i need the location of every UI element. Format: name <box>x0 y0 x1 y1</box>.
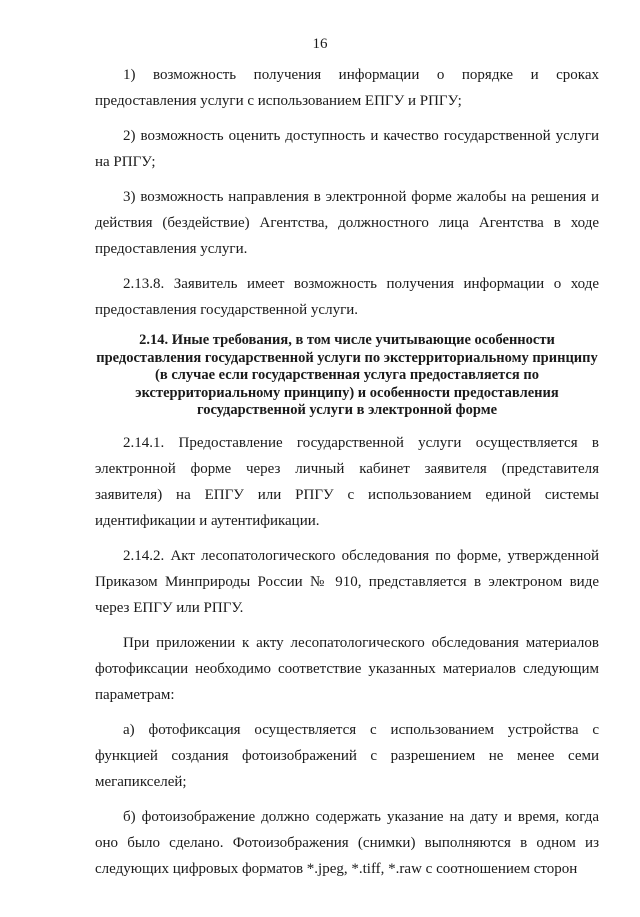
document-body <box>95 62 599 882</box>
paragraph-2-13-8: 2.13.8. Заявитель имеет возможность получения информации о ходе предоставления государственной услуги. <box>95 276 599 318</box>
paragraph-2-14-2: 2.14.2. Акт лесопатологического обследования по форме, утвержденной Приказом Минприроды России № 910, представляется в электроном виде через ЕПГУ или РПГУ. <box>95 547 599 616</box>
paragraph-2-14-1: 2.14.1. Предоставление государственной услуги осуществляется в электронной форме через личный кабинет заявителя (представителя заявителя) на ЕПГУ или РПГУ с использованием единой системы идентификации и аутентификации. <box>95 434 599 529</box>
list-item-3: 3) возможность направления в электронной форме жалобы на решения и действия (бездействие) Агентства, должностного лица Агентства в ходе предоставления услуги. <box>95 189 599 257</box>
list-item-1: 1) возможность получения информации о порядке и сроках предоставления услуги с использованием ЕПГУ и РПГУ; <box>95 67 599 109</box>
list-item-b: б) фотоизображение должно содержать указание на дату и время, когда оно было сделано. Фотоизображения (снимки) выполняются в одном из следующих цифровых форматов *.jpeg, *.tiff, *.raw с соотношением сторон <box>95 808 599 877</box>
list-item-a: а) фотофиксация осуществляется с использованием устройства с функцией создания фотоизображений с разрешением не менее семи мегапикселей; <box>95 721 599 790</box>
section-heading-2-14: 2.14. Иные требования, в том числе учитывающие особенности предоставления государственной услуги по экстерриториальному принципу (в случае если государственная услуга предоставляется по экстерриториальному принципу) и особенности предоставления государственной услуги в электронной форме <box>96 332 598 418</box>
list-item-2: 2) возможность оценить доступность и качество государственной услуги на РПГУ; <box>95 128 599 170</box>
page-number: 16 <box>312 36 328 52</box>
paragraph-photo-requirements: При приложении к акту лесопатологического обследования материалов фотофиксации необходимо соответствие указанных материалов следующим параметрам: <box>95 634 599 703</box>
